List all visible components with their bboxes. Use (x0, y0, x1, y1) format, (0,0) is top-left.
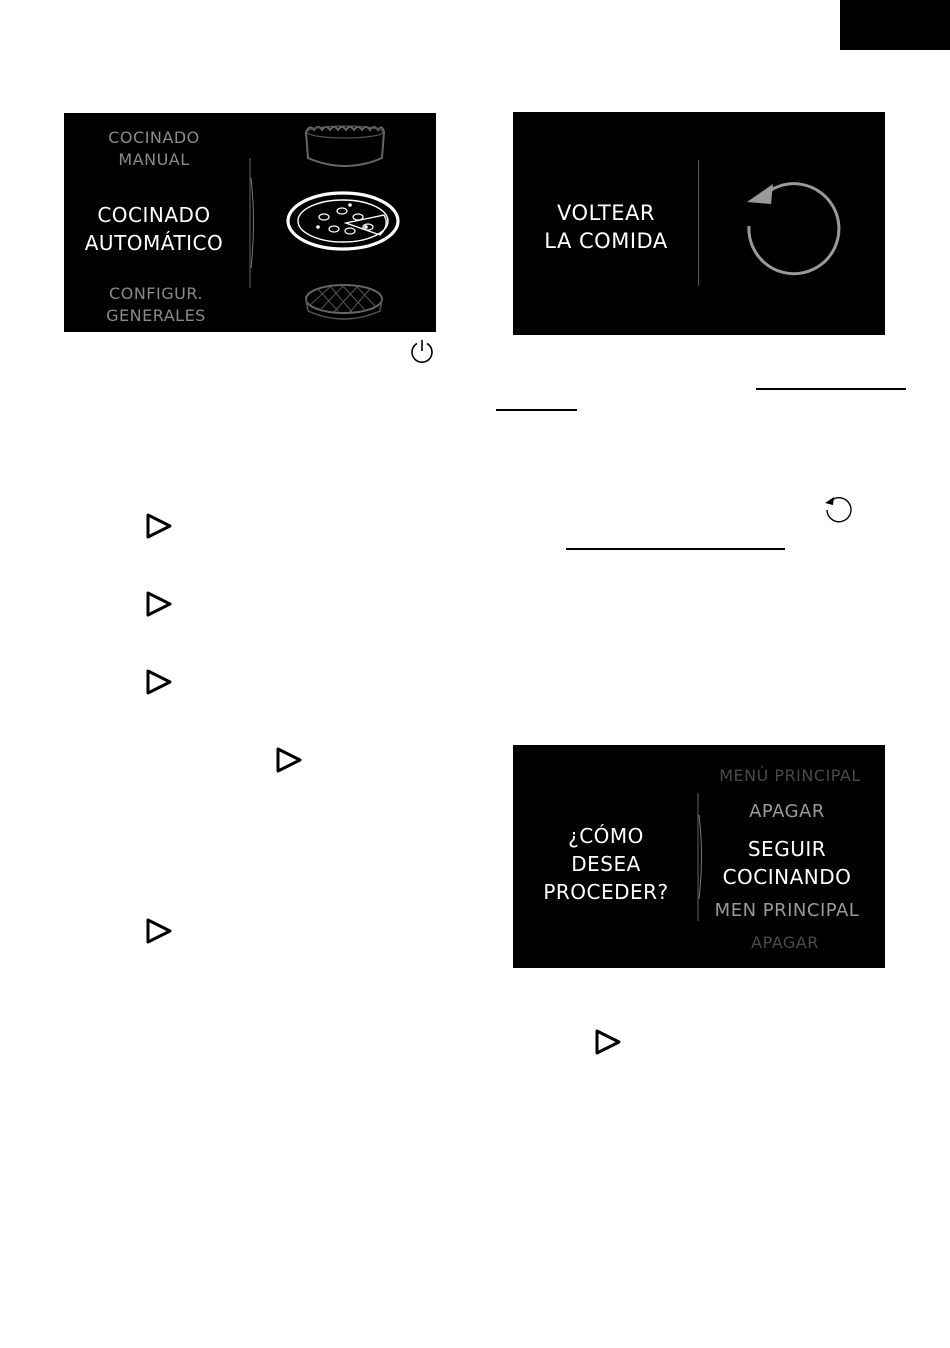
underline-2 (496, 409, 577, 411)
menu-item-automatic[interactable]: COCINADO AUTOMÁTICO (84, 203, 224, 255)
page-corner-tab (840, 0, 950, 50)
play-icon (274, 746, 304, 774)
play-icon (593, 1028, 623, 1056)
option-turn-off[interactable]: APAGAR (749, 801, 825, 822)
play-icon (144, 917, 174, 945)
play-icon (144, 668, 174, 696)
scroll-divider (244, 158, 258, 288)
play-icon (144, 590, 174, 618)
divider (698, 160, 699, 286)
display-flip-food (513, 112, 885, 335)
display-auto-cooking (64, 113, 436, 332)
play-icon (144, 512, 174, 540)
menu-item-settings[interactable]: CONFIGUR. GENERALES (106, 284, 206, 325)
option-continue-cooking[interactable]: SEGUIR COCINANDO (722, 837, 852, 889)
grill-icon (302, 281, 386, 327)
flip-food-message: VOLTEAR LA COMIDA (544, 201, 668, 253)
power-icon[interactable] (408, 337, 436, 365)
display-how-to-proceed (513, 745, 885, 968)
menu-item-manual[interactable]: COCINADO MANUAL (108, 128, 200, 169)
cake-icon (302, 118, 388, 170)
option-main-menu[interactable]: MEN PRINCIPAL (714, 900, 860, 921)
option-main-menu-top[interactable]: MENÙ PRINCIPAL (719, 766, 861, 785)
option-turn-off-bottom[interactable]: APAGAR (751, 933, 819, 952)
rotate-icon (741, 172, 845, 276)
pizza-icon[interactable] (284, 189, 402, 253)
underline-3 (566, 548, 785, 550)
undo-icon (822, 494, 856, 526)
proceed-question: ¿CÓMO DESEA PROCEDER? (543, 824, 669, 904)
underline-1 (756, 388, 906, 390)
